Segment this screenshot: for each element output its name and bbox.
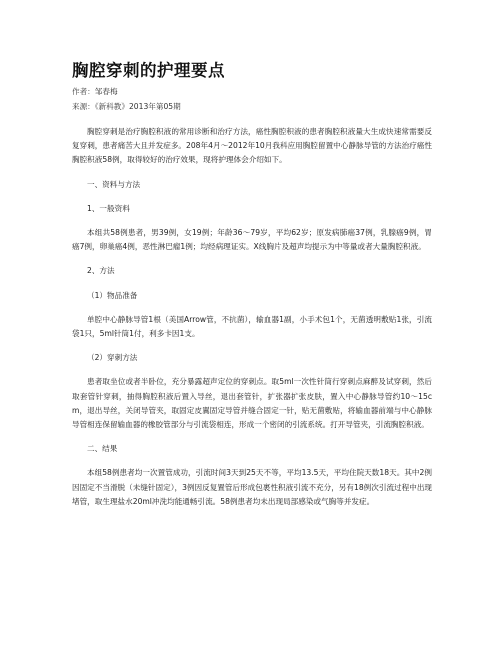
subsection-heading-general-data: 1、一般资料 bbox=[87, 203, 130, 213]
author-name: 邹春梅 bbox=[94, 87, 118, 96]
section-heading-results: 二、结果 bbox=[87, 444, 118, 454]
source-line bbox=[72, 102, 181, 112]
general-data-paragraph: 本组共58例患者，男39例，女19例；年龄36～79岁，平均62岁；原发病肺癌37例，乳腺癌9例，胃癌7例，卵巢癌4例，恶性淋巴瘤1例；均经病理证实。X线胸片及超声均提示为中等量或者大量胸腔积液。 bbox=[72, 228, 432, 252]
intro-paragraph: 胸腔穿刺是治疗胸腔积液的常用诊断和治疗方法，癌性胸腔积液的患者胸腔积液量大生成快速常需要反复穿刺，患者痛苦大且并发症多。208年4月～2012年10月我科应用胸腔留置中心静脉导管的方法治疗癌性胸腔积液58例，取得较好的治疗效果，现将护理体会介绍如下。 bbox=[72, 127, 432, 165]
author-line bbox=[72, 87, 118, 97]
subsection-heading-method: 2、方法 bbox=[87, 266, 115, 276]
section-heading-materials-methods: 一、资料与方法 bbox=[87, 179, 141, 189]
author-label: 作者： bbox=[72, 87, 95, 96]
results-paragraph: 本组58例患者均一次置管成功，引流时间3天到25天不等，平均13.5天，平均住院天数18天。其中2例因固定不当滑脱（未缝针固定），3例因反复置管后形成包裹性积液引流不充分，另有18例次引流过程中出现堵管，取生理盐水20ml冲洗均能通畅引流。58例患者均未出现局部感染或气胸等并发症。 bbox=[72, 468, 433, 506]
puncture-method-paragraph: 患者取坐位或者半卧位，充分暴露超声定位的穿刺点。取5ml一次性针筒行穿刺点麻醉及试穿刺，然后取套管针穿刺，抽得胸腔积液后置入导丝，退出套管针，扩张器扩张皮肤，置入中心静脉导管约10～15cm，退出导丝，关闭导管夹，取固定皮翼固定导管并缝合固定一针，贴无菌敷贴，将输血器前端与中心静脉导管相连保留输血器的橡胶管部分与引流袋相连，形成一个密闭的引流系统。打开导管夹，引流胸腔积液。 bbox=[72, 377, 432, 430]
subheading-materials-preparation: （1）物品准备 bbox=[87, 290, 138, 300]
subheading-puncture-method: （2）穿刺方法 bbox=[87, 353, 138, 363]
source-name: 《新科教》2013年第05期 bbox=[94, 102, 181, 111]
article-body bbox=[72, 125, 432, 519]
materials-paragraph: 单腔中心静脉导管1根（美国Arrow管，不抗菌），输血器1副，小手术包1个，无菌透明敷贴1张，引流袋1只，5ml针筒1付，利多卡因1支。 bbox=[72, 314, 432, 339]
article-title: 胸腔穿刺的护理要点 bbox=[72, 61, 225, 80]
source-label: 来源： bbox=[72, 102, 95, 111]
